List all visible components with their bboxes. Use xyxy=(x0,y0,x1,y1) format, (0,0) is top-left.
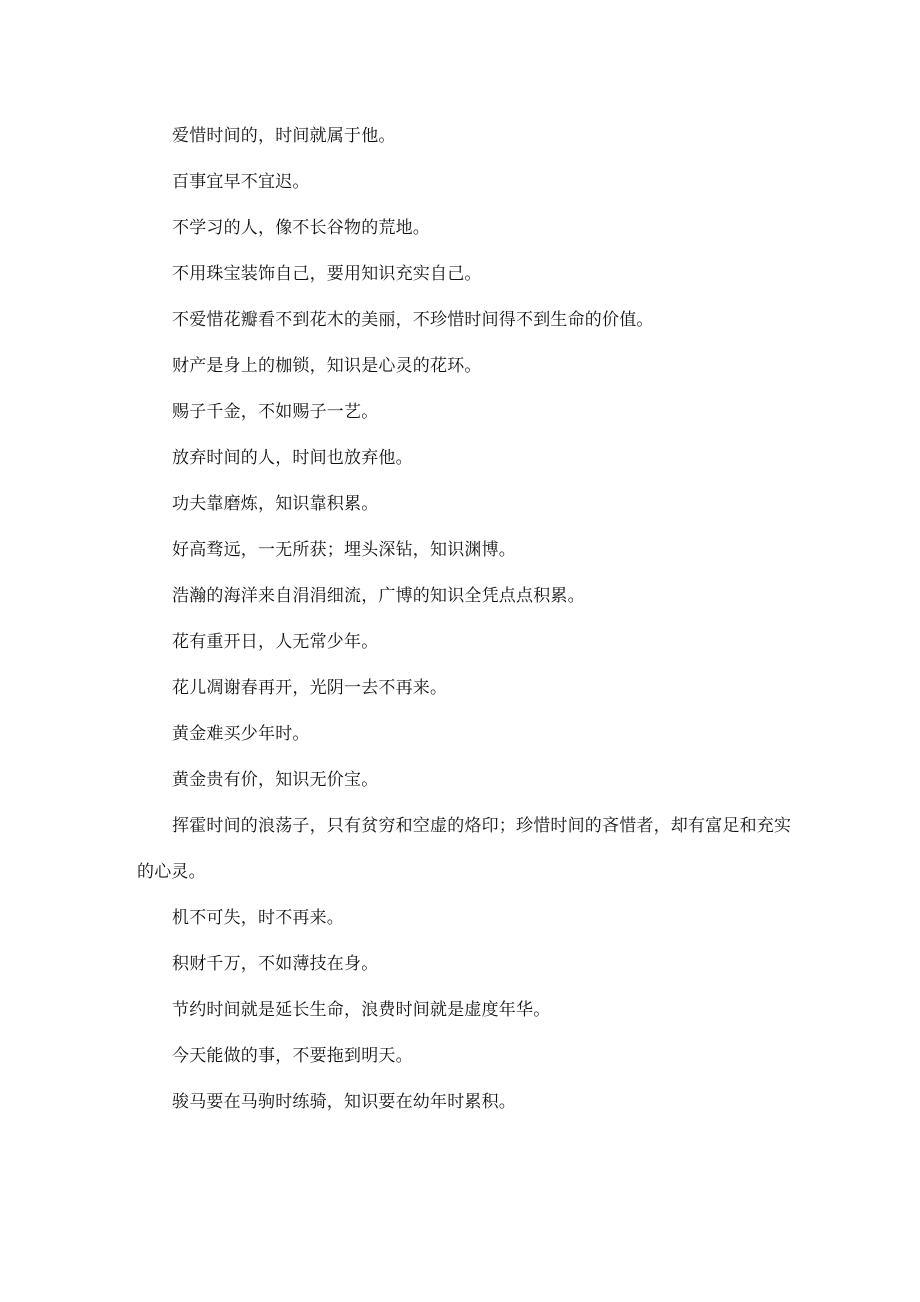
proverb-paragraph: 骏马要在马驹时练骑，知识要在幼年时累积。 xyxy=(172,1092,516,1112)
proverb-paragraph: 功夫靠磨炼，知识靠积累。 xyxy=(172,494,379,514)
proverb-paragraph: 节约时间就是延长生命，浪费时间就是虚度年华。 xyxy=(172,1000,551,1020)
proverb-paragraph: 花儿凋谢春再开，光阴一去不再来。 xyxy=(172,678,448,698)
proverb-paragraph: 花有重开日，人无常少年。 xyxy=(172,632,379,652)
proverb-paragraph: 爱惜时间的，时间就属于他。 xyxy=(172,126,396,146)
proverb-paragraph: 不用珠宝装饰自己，要用知识充实自己。 xyxy=(172,264,482,284)
proverb-paragraph: 不学习的人，像不长谷物的荒地。 xyxy=(172,218,430,238)
proverb-paragraph: 黄金贵有价，知识无价宝。 xyxy=(172,770,379,790)
document-body xyxy=(137,113,797,1125)
proverb-paragraph: 不爱惜花瓣看不到花木的美丽，不珍惜时间得不到生命的价值。 xyxy=(172,310,654,330)
proverb-paragraph: 放弃时间的人，时间也放弃他。 xyxy=(172,448,413,468)
proverb-paragraph: 赐子千金，不如赐子一艺。 xyxy=(172,402,379,422)
proverb-paragraph: 机不可失，时不再来。 xyxy=(172,908,344,928)
proverb-paragraph: 积财千万，不如薄技在身。 xyxy=(172,954,379,974)
proverb-paragraph: 百事宜早不宜迟。 xyxy=(172,172,310,192)
proverb-paragraph: 黄金难买少年时。 xyxy=(172,724,310,744)
proverb-paragraph: 财产是身上的枷锁，知识是心灵的花环。 xyxy=(172,356,482,376)
proverb-paragraph: 挥霍时间的浪荡子，只有贫穷和空虚的烙印；珍惜时间的吝惜者，却有富足和充实的心灵。 xyxy=(137,816,792,882)
proverb-paragraph: 浩瀚的海洋来自涓涓细流，广博的知识全凭点点积累。 xyxy=(172,586,585,606)
proverb-paragraph: 今天能做的事，不要拖到明天。 xyxy=(172,1046,413,1066)
proverb-paragraph: 好高骛远，一无所获；埋头深钻，知识渊博。 xyxy=(172,540,516,560)
